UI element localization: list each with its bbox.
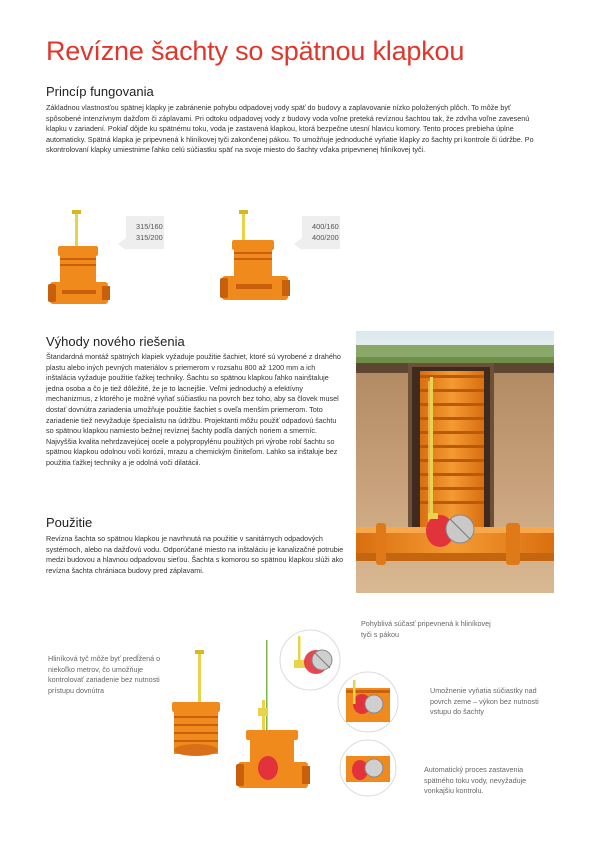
- advantages-text: Štandardná montáž spätných klapiek vyžaduje použitie šachiet, ktoré sú vyrobené z drahého plastu alebo iných pevných materiálov s priemerom v rozsahu 800 až 1200 mm a ich inštalácia vyžaduje použitie ťažkej techniky. Šachtu so spätnou klapkou ľahko nainštaluje jedna osoba a čo je tiež dôležité, že je to lacnejšie. Veľmi jednoduchý a efektívny mechanizmus, z ktorého je možné vyňať súčiastku na povrch bez toho, aby sa človek musel dostať dovnútra zariadenia umožňuje použitie šachiet s oveľa menším priemerom. Toto zariadenie tiež nevyžaduje špecialistu na údržbu. Projektanti môžu použiť odpadovú šachtu so spätnou klapkou namiesto bežnej revíznej šachty podľa daných noriem a smerníc. Najvyššia kvalita nehrdzavejúcej ocele a polypropylénu použitých pri výrobe robí šachtu so spätnou klapkou odolnou voči korózii, mrazu a chemickým činiteľom. Lahko sa inštaluje bez použitia ťažkej techniky a je odolná voči dilatácii.: [46, 352, 341, 467]
- principle-heading: Princíp fungovania: [46, 84, 154, 99]
- size-label-315: 315/160 315/200: [126, 216, 164, 249]
- callout-movable-part: Pohyblivá súčasť pripevnená k hliníkovej tyči s pákou: [361, 619, 491, 639]
- installation-illustration: [356, 331, 554, 593]
- exploded-product-illustration: [150, 618, 420, 798]
- usage-heading: Použitie: [46, 515, 93, 530]
- callout-rod: Hliníková tyč môže byť predĺžená o niekoľko metrov, čo umožňuje kontrolovať zariadenie bez nutnosti prístupu dovnútra: [48, 654, 161, 695]
- shaft-400-image: [220, 208, 292, 306]
- usage-text: Revízna šachta so spätnou klapkou je navrhnutá na použitie v sanitárnych odpadových systémoch, alebo na dažďovú vodu. Odporúčané miesto na inštaláciu je kanalizačné potrubie medzi budovou a hlavnou odpadovou sieťou. Šachta s komorou so spätnou klapkou slúži ako revízna šachta chrániaca budovy pred záplavami.: [46, 534, 344, 575]
- callout-removal: Umožnenie vyňatia súčiastky nad povrch zeme – výkon bez nutnosti vstupu do šachty: [430, 686, 539, 716]
- size-label-400: 400/160 400/200: [302, 216, 340, 249]
- advantages-heading: Výhody nového riešenia: [46, 334, 185, 349]
- principle-text: Základnou vlastnosťou spätnej klapky je zabránenie pohybu odpadovej vody späť do budovy a zaplavovanie nízko položených plôch. To môže byť spôsobené intenzívnym dažďom či záplavami. Pri odtoku odpadovej vody z budovy voda voľne preteká revíznou šachtou tak, že zdvíha voľne zavesenú klapku v zariadení. Pokiaľ dôjde ku spätnému toku, voda je zastavená klapkou, ktorá bezpečne utesní hlavicu komory. Tento proces prebieha úplne automaticky. Spätná klapka je pripevnená k hliníkovej tyči zakončenej pákou. To umožňuje jednoduché vyňatie klapky zo šachty pri kontrole či údržbe. Po skontrolovaní klapky umiestnime ľahko celú súčiastku späť na svoje miesto do šachty vďaka pripevnenej hliníkovej tyči.: [46, 103, 534, 155]
- callout-automatic: Automatický proces zastavenia spätného toku vody, nevyžaduje vonkajšiu kontrolu.: [424, 765, 527, 795]
- page-title: Revízne šachty so spätnou klapkou: [46, 36, 465, 66]
- shaft-315-image: [48, 208, 112, 310]
